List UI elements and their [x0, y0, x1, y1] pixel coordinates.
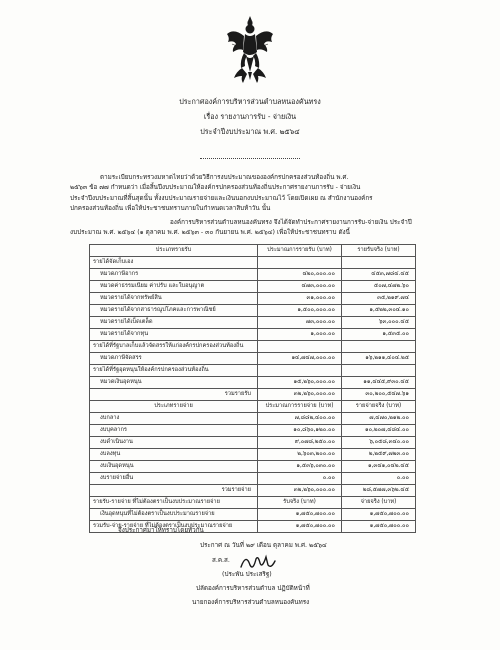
total-label: รวมรายรับ [90, 389, 258, 401]
estimate-cell: ๑๐,๘๖๐,๑๒๐.๐๐ [258, 425, 342, 437]
table-row [90, 413, 416, 425]
row-label: หมวดรายได้เบ็ดเตล็ด [90, 317, 258, 329]
budget-table [89, 244, 416, 533]
estimate-cell: ๔๒๐,๐๐๐.๐๐ [258, 269, 342, 281]
estimate-cell: ๓๑,๐๐๐.๐๐ [258, 293, 342, 305]
section-row [90, 365, 416, 377]
announcement-fiscal-year: ประจำปีงบประมาณ พ.ศ. ๒๕๖๔ [200, 127, 300, 136]
column-header: ประมาณการรายจ่าย (บาท) [258, 401, 342, 413]
estimate-cell: ๔๗๓,๐๐๐.๐๐ [258, 281, 342, 293]
expense-total-row [90, 485, 416, 497]
actual-cell: ๗,๔๗๐,๒๑๒.๐๐ [342, 413, 416, 425]
estimate-cell: ๐.๐๐ [258, 473, 342, 485]
actual-cell: ๖,๐๕๘,๓๔๐.๐๐ [342, 437, 416, 449]
actual-cell: ๑๖,๒๑๑,๔๐๔.๒๕ [342, 353, 416, 365]
table-row [90, 281, 416, 293]
signer-title: ปลัดองค์การบริหารส่วนตำบล ปฏิบัติหน้าที่ [196, 585, 310, 592]
table-row [90, 293, 416, 305]
signer-organization: นายกองค์การบริหารส่วนตำบลหนองคันทรง [192, 599, 310, 606]
estimate-cell: ๗,๘๘๒,๔๐๐.๐๐ [258, 413, 342, 425]
closing-statement: จึงประกาศมาให้ทราบโดยทั่วกัน [118, 527, 204, 534]
actual-cell: ๑๐,๒๐๗,๔๘๔.๐๐ [342, 425, 416, 437]
table-row [90, 437, 416, 449]
actual-cell: ๑,๕๓๕.๐๐ [342, 329, 416, 341]
actual-total: ๓๐,๒๐๐,๕๔๗.๖๑ [342, 389, 416, 401]
row-label: หมวดภาษีจัดสรร [90, 353, 258, 365]
garuda-emblem-icon [224, 14, 276, 86]
column-header: รายจ่ายจริง (บาท) [342, 401, 416, 413]
row-label: งบบุคลากร [90, 425, 258, 437]
column-header: ประมาณการรายรับ (บาท) [258, 245, 342, 257]
estimate-cell: ๑๕,๒๖๐,๐๐๐.๐๐ [258, 377, 342, 389]
actual-cell: ๖๓,๐๐๐.๔๕ [342, 317, 416, 329]
row-label: เงินอุดหนุนที่ไม่ต้องตราเป็นงบประมาณรายจ่าย [90, 509, 258, 521]
column-header: ประเภทรายจ่าย [90, 401, 258, 413]
row-label: หมวดรายได้จากทรัพย์สิน [90, 293, 258, 305]
column-header: จ่ายจริง (บาท) [342, 497, 416, 509]
total-label: รวมรายจ่าย [90, 485, 258, 497]
actual-cell: ๓๕,๒๑๙.๗๔ [342, 293, 416, 305]
row-label: หมวดรายได้จากสาธารณูปโภคและการพาณิชย์ [90, 305, 258, 317]
paragraph-line: ๒๕๖๓ ข้อ ๗๗ กำหนดว่า เมื่อสิ้นปีงบประมาณให้องค์กรปกครองส่วนท้องถิ่นประกาศรายงานการรับ - จ่ายเงิน [70, 184, 361, 192]
special-header-row [90, 497, 416, 509]
body-paragraph-2 [70, 218, 440, 239]
row-label: หมวดค่าธรรมเนียม ค่าปรับ และใบอนุญาต [90, 281, 258, 293]
estimate-cell: ๑,๕๓๖,๐๓๐.๐๐ [258, 461, 342, 473]
actual-cell: ๔๕๓,๗๘๔.๔๕ [342, 269, 416, 281]
paid-cell: ๑,๗๕๐,๗๐๐.๐๐ [342, 521, 416, 533]
paid-cell: ๑,๗๕๐,๗๐๐.๐๐ [342, 509, 416, 521]
income-total-row [90, 389, 416, 401]
row-label: งบกลาง [90, 413, 258, 425]
section-label: รายได้ที่รัฐบาลเก็บแล้วจัดสรรให้แก่องค์กรปกครองส่วนท้องถิ่น [90, 341, 258, 353]
estimate-cell: ๗๓,๐๐๐.๐๐ [258, 317, 342, 329]
row-label: รวมรับ-จ่าย-รายจ่าย ที่ไม่ต้องตราเป็นงบประมาณรายจ่าย [90, 521, 258, 533]
table-row [90, 461, 416, 473]
actual-cell: ๐.๐๐ [342, 473, 416, 485]
copy-mark: ส.ค.ส. [212, 557, 230, 564]
column-header: ประเภทรายรับ [90, 245, 258, 257]
paragraph-line: งบประมาณ พ.ศ. ๒๕๖๔ (๑ ตุลาคม พ.ศ. ๒๕๖๓ - ๓๐ กันยายน พ.ศ. ๒๕๖๔) เพื่อให้ประชาชนทราบ ดังนี้ [70, 229, 350, 237]
actual-cell: ๕๐๗,๔๗๒.๖๐ [342, 281, 416, 293]
table-row [90, 509, 416, 521]
estimate-cell: ๑,๕๐๐,๐๐๐.๐๐ [258, 305, 342, 317]
row-label: หมวดเงินอุดหนุน [90, 377, 258, 389]
column-header: รับจริง (บาท) [258, 497, 342, 509]
actual-cell: ๑,๕๒๒,๓๐๔.๑๐ [342, 305, 416, 317]
expense-header-row [90, 401, 416, 413]
section-row [90, 341, 416, 353]
table-row [90, 353, 416, 365]
table-row [90, 317, 416, 329]
actual-cell: ๒,๒๕๙,๗๒๓.๐๐ [342, 449, 416, 461]
actual-total: ๒๘,๕๗๗,๓๖๒.๔๕ [342, 485, 416, 497]
actual-cell: ๑,๓๔๑,๐๔๒.๔๕ [342, 461, 416, 473]
estimate-cell: ๑๔,๗๔๗,๐๐๐.๐๐ [258, 353, 342, 365]
paragraph-line: ประจำปีงบประมาณที่สิ้นสุดนั้น ทั้งงบประมาณรายจ่ายและเงินนอกงบประมาณไว้ โดยเปิดเผย ณ สำนักงานองค์กร [70, 194, 373, 202]
table-row [90, 305, 416, 317]
announcement-title: ประกาศองค์การบริหารส่วนตำบลหนองคันทรง [179, 97, 321, 106]
announcement-date: ประกาศ ณ วันที่ ๒๙ เดือน ตุลาคม พ.ศ. ๒๕๖๔ [200, 542, 327, 549]
table-row [90, 269, 416, 281]
estimate-cell: ๒,๖๐๓,๒๐๐.๐๐ [258, 449, 342, 461]
received-cell: ๑,๗๕๐,๗๐๐.๐๐ [258, 521, 342, 533]
signer-name: (ประพัน ประเสริฐ) [222, 571, 272, 578]
column-header: รายรับ-รายจ่าย ที่ไม่ต้องตราเป็นงบประมาณรายจ่าย [90, 497, 258, 509]
estimate-total: ๓๒,๒๖๐,๐๐๐.๐๐ [258, 485, 342, 497]
title-divider [200, 158, 300, 159]
table-row [90, 377, 416, 389]
table-row [90, 473, 416, 485]
row-label: งบลงทุน [90, 449, 258, 461]
section-row [90, 257, 416, 269]
actual-cell: ๑๑,๔๔๕,๙๓๐.๔๕ [342, 377, 416, 389]
estimate-total: ๓๒,๒๖๐,๐๐๐.๐๐ [258, 389, 342, 401]
row-label: หมวดรายได้จากทุน [90, 329, 258, 341]
received-cell: ๑,๗๕๐,๗๐๐.๐๐ [258, 509, 342, 521]
table-row [90, 329, 416, 341]
announcement-subject: เรื่อง รายงานการรับ - จ่ายเงิน [203, 112, 297, 121]
row-label: หมวดภาษีอากร [90, 269, 258, 281]
section-label: รายได้จัดเก็บเอง [90, 257, 258, 269]
table-row [90, 425, 416, 437]
row-label: งบรายจ่ายอื่น [90, 473, 258, 485]
income-header-row [90, 245, 416, 257]
estimate-cell: ๑,๐๐๐.๐๐ [258, 329, 342, 341]
paragraph-line: ตามระเบียบกระทรวงมหาดไทยว่าด้วยวิธีการงบประมาณขององค์กรปกครองส่วนท้องถิ่น พ.ศ. [100, 174, 349, 181]
row-label: งบเงินอุดหนุน [90, 461, 258, 473]
estimate-cell: ๙,๐๗๘,๒๕๐.๐๐ [258, 437, 342, 449]
table-row [90, 449, 416, 461]
row-label: งบดำเนินงาน [90, 437, 258, 449]
body-paragraph-1 [70, 173, 440, 215]
column-header: รายรับจริง (บาท) [342, 245, 416, 257]
section-label: รายได้ที่รัฐอุดหนุนให้องค์กรปกครองส่วนท้องถิ่น [90, 365, 258, 377]
paragraph-line: ปกครองส่วนท้องถิ่น เพื่อให้ประชาชนทราบภายในกำหนดเวลาสิบห้าวัน นั้น [70, 205, 271, 213]
paragraph-line: องค์การบริหารส่วนตำบลหนองคันทรง จึงได้จัดทำประกาศรายงานการรับ-จ่ายเงิน ประจำปี [170, 219, 412, 226]
